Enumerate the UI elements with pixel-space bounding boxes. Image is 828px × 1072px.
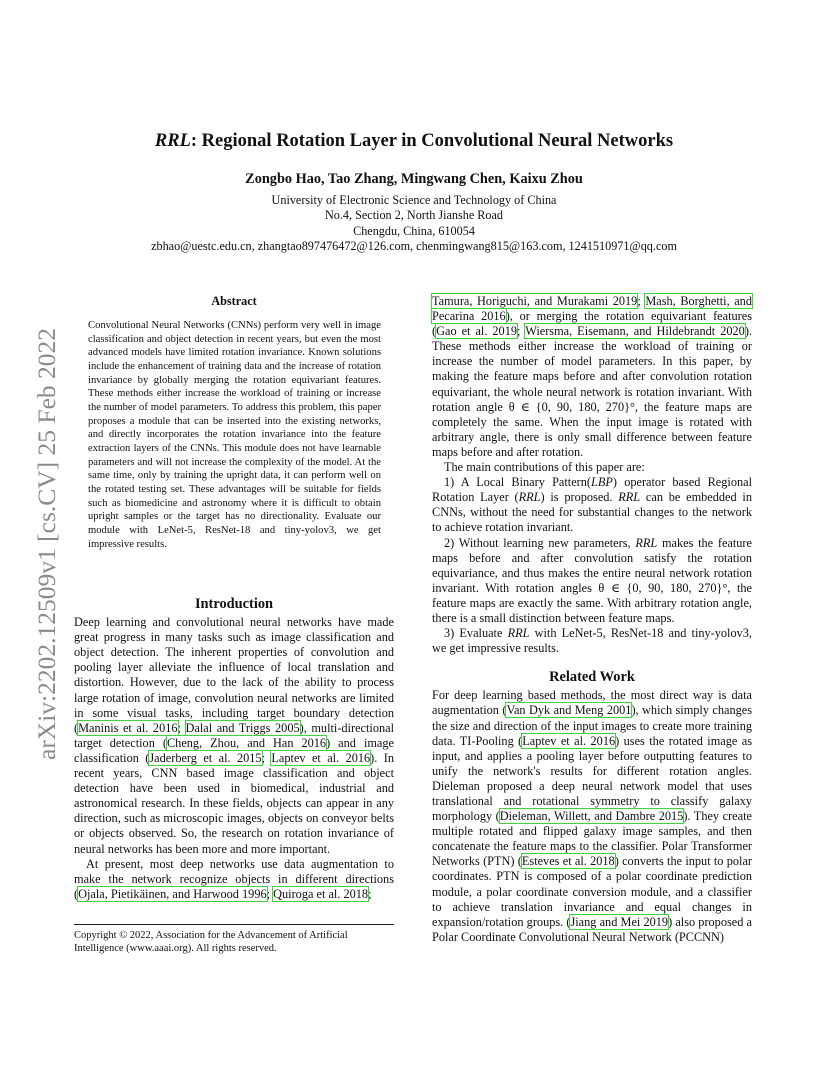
text-run: ), which simply changes the size and direction of the input images to create more training data. TI-Pooling (: [432, 703, 753, 748]
citation-link[interactable]: Tamura, Horiguchi, and Murakami 2019: [432, 294, 638, 308]
affiliation-block: [0, 193, 828, 254]
affiliation-university: University of Electronic Science and Technology of China: [271, 193, 557, 207]
text-run: ) and image classification (: [74, 735, 395, 765]
citation-link[interactable]: Laptev et al. 2016: [271, 750, 371, 765]
text-run: ) converts the input to polar coordinates. PTN is composed of a polar coordinate prediction module, a polar coordinate conversion module, and a classifier to achieve translation invariance and equal changes in expansion/rotation groups. (: [432, 854, 752, 929]
acronym-rrl: RRL: [518, 490, 541, 505]
text-run: can be embedded in CNNs, without the need for substantial changes to the network to achieve rotation invariant.: [432, 490, 752, 535]
contribution-1: [432, 475, 752, 535]
acronym-rrl: RRL: [635, 535, 658, 550]
introduction-heading: Introduction: [194, 596, 274, 612]
citation-link[interactable]: Laptev et al. 2016: [522, 733, 616, 748]
citation-link[interactable]: Van Dyk and Meng 2001: [506, 703, 632, 718]
contribution-3: [432, 626, 752, 656]
text-run: 1) A Local Binary Pattern(: [444, 475, 592, 490]
citation-link[interactable]: Gao et al. 2019: [436, 324, 518, 339]
paper-title: [0, 130, 828, 152]
text-run: ;: [637, 294, 646, 308]
text-run: ;: [368, 886, 372, 901]
contributions-intro: The main contributions of this paper are:: [444, 460, 645, 475]
text-run: 2) Without learning new parameters,: [444, 535, 636, 550]
text-run: ) also proposed a Polar Coordinate Convolutional Neural Network (PCCNN): [432, 914, 752, 944]
intro-paragraph-2: [74, 857, 394, 902]
text-run: ;: [177, 720, 186, 735]
left-column: [74, 597, 394, 902]
affiliation-street: No.4, Section 2, North Jianshe Road: [324, 208, 504, 223]
text-run: ). In recent years, CNN based image classification and object detection have been used in biomedical, industrial and astronomical research. In these fields, objects can appear in any direction, such as microscopic images, objects on conveyor belts or objects observed. So, the research on rotation invariance of neural networks has been more and more important.: [74, 750, 394, 856]
citation-link[interactable]: Dalal and Triggs 2005: [185, 720, 300, 735]
citation-link[interactable]: Wiersma, Eisemann, and Hildebrandt 2020: [525, 324, 745, 339]
acronym-rrl: RRL: [507, 626, 530, 641]
citation-link[interactable]: Esteves et al. 2018: [521, 854, 615, 869]
intro-paragraph-1: [74, 615, 394, 857]
text-run: Deep learning and convolutional neural networks have made great progress in many tasks such as image classification and object detection. The inherent properties of convolution and pooling layer alleviate the influence of local translation and distortion. However, due to the lack of the ability to process large rotation of image, convolution neural networks are limited in some visual tasks, including target boundary detection (: [74, 615, 394, 735]
text-run: ;: [261, 750, 272, 765]
related-work-heading: Related Work: [549, 669, 635, 686]
text-run: ), multi-directional target detection (: [74, 720, 394, 750]
citation-link[interactable]: Ojala, Pietikäinen, and Harwood 1996: [78, 886, 267, 901]
text-run: ), or merging the rotation equivariant features (: [432, 309, 752, 339]
text-run: with LeNet-5, ResNet-18 and tiny-yolov3, we get impressive results.: [432, 626, 752, 656]
abstract-heading: Abstract: [211, 294, 257, 308]
text-run: For deep learning based methods, the most direct way is data augmentation (: [432, 688, 752, 718]
text-run: At present, most deep networks use data augmentation to make the network recognize objects in different directions (: [74, 856, 394, 901]
acronym-rrl: RRL: [618, 490, 641, 505]
right-column: [432, 294, 752, 945]
contribution-2: [432, 536, 752, 627]
text-run: makes the feature maps before and after convolution satisfy the rotation equivariance, and thus makes the entire neural network rotation invariant. With rotation angles θ ∈ {0, 90, 180, 270}°, the feature maps are exactly the same. With arbitrary rotation angle, there is a small distinction between feature maps.: [432, 535, 752, 625]
affiliation-city: Chengdu, China, 610054: [353, 223, 475, 238]
author-list: Zongbo Hao, Tao Zhang, Mingwang Chen, Kaixu Zhou: [245, 171, 583, 187]
citation-link[interactable]: Quiroga et al. 2018: [273, 886, 369, 901]
citation-link[interactable]: Cheng, Zhou, and Han 2016: [166, 735, 327, 750]
abstract-text: Convolutional Neural Networks (CNNs) perform very well in image classification and object detection in recent years, but even the most advanced models have limited rotation invariance. Known solutions include the enhancement of training data and the increase of rotation invariance by globally merging the rotation equivariant features. These methods either increase the workload of training or increase the number of model parameters. To address this problem, this paper proposes a module that can be inserted into the existing networks, and directly incorporates the rotation invariance into the feature extraction layers of the CNNs. This module does not have learnable parameters and will not increase the complexity of the model. At the same time, only by training the upright data, it can perform well on the rotated testing set. These advantages will be suitable for fields such as biomedicine and astronomy where it is difficult to obtain upright samples or the target has no directionality. Evaluate our module with LeNet-5, ResNet-18 and tiny-yolov3, we get impressive results.: [88, 320, 381, 550]
arxiv-side-stamp: [10, 282, 61, 760]
text-run: ). These methods either increase the workload of training or increase the number of model parameters. In this paper, by making the feature maps before and after convolution rotation equivariant, the whole neural network is rotation invariant. With rotation angle θ ∈ {0, 90, 180, 270}°, the feature maps are completely the same. When the input image is rotated with arbitrary angle, there is only small difference between feature maps before and after rotation.: [432, 324, 752, 459]
intro-paragraph-2-continued: [432, 294, 752, 460]
title-text: : Regional Rotation Layer in Convolutional Neural Networks: [190, 131, 674, 151]
text-run: ;: [266, 886, 274, 901]
text-run: ) operator based Regional Rotation Layer (: [432, 475, 752, 505]
related-work-paragraph-1: [432, 688, 752, 945]
title-acronym: RRL: [154, 131, 191, 151]
citation-link[interactable]: Jaderberg et al. 2015: [149, 750, 262, 765]
citation-link[interactable]: Dieleman, Willett, and Dambre 2015: [499, 809, 684, 824]
affiliation-emails: zbhao@uestc.edu.cn, zhangtao897476472@126.com, chenmingwang815@163.com, 1241510971@qq.com: [151, 238, 677, 253]
citation-link[interactable]: Mash, Borghetti, and Pecarina 2016: [432, 294, 752, 324]
acronym-lbp: LBP: [591, 475, 613, 490]
citation-link[interactable]: Maninis et al. 2016: [78, 720, 178, 735]
text-run: ) uses the rotated image as input, and applies a pooling layer before outputting features to unify the network's results for different rotation angles. Dieleman proposed a deep neural network model that uses translational and rotational symmetry to classify galaxy morphology (: [432, 733, 753, 824]
copyright-notice: Copyright © 2022, Association for the Advancement of Artificial Intelligence (www.aaai.org). All rights reserved.: [74, 924, 394, 956]
text-run: ). They create multiple rotated and flipped galaxy image samples, and then concatenate the feature maps to the classifier. Polar Transformer Networks (PTN) (: [432, 809, 752, 869]
citation-link[interactable]: Jiang and Mei 2019: [570, 914, 669, 929]
text-run: 3) Evaluate: [444, 626, 508, 641]
arxiv-identifier: arXiv:2202.12509v1 [cs.CV] 25 Feb 2022: [32, 327, 61, 760]
text-run: ;: [517, 324, 526, 339]
text-run: ) is proposed.: [540, 490, 619, 505]
